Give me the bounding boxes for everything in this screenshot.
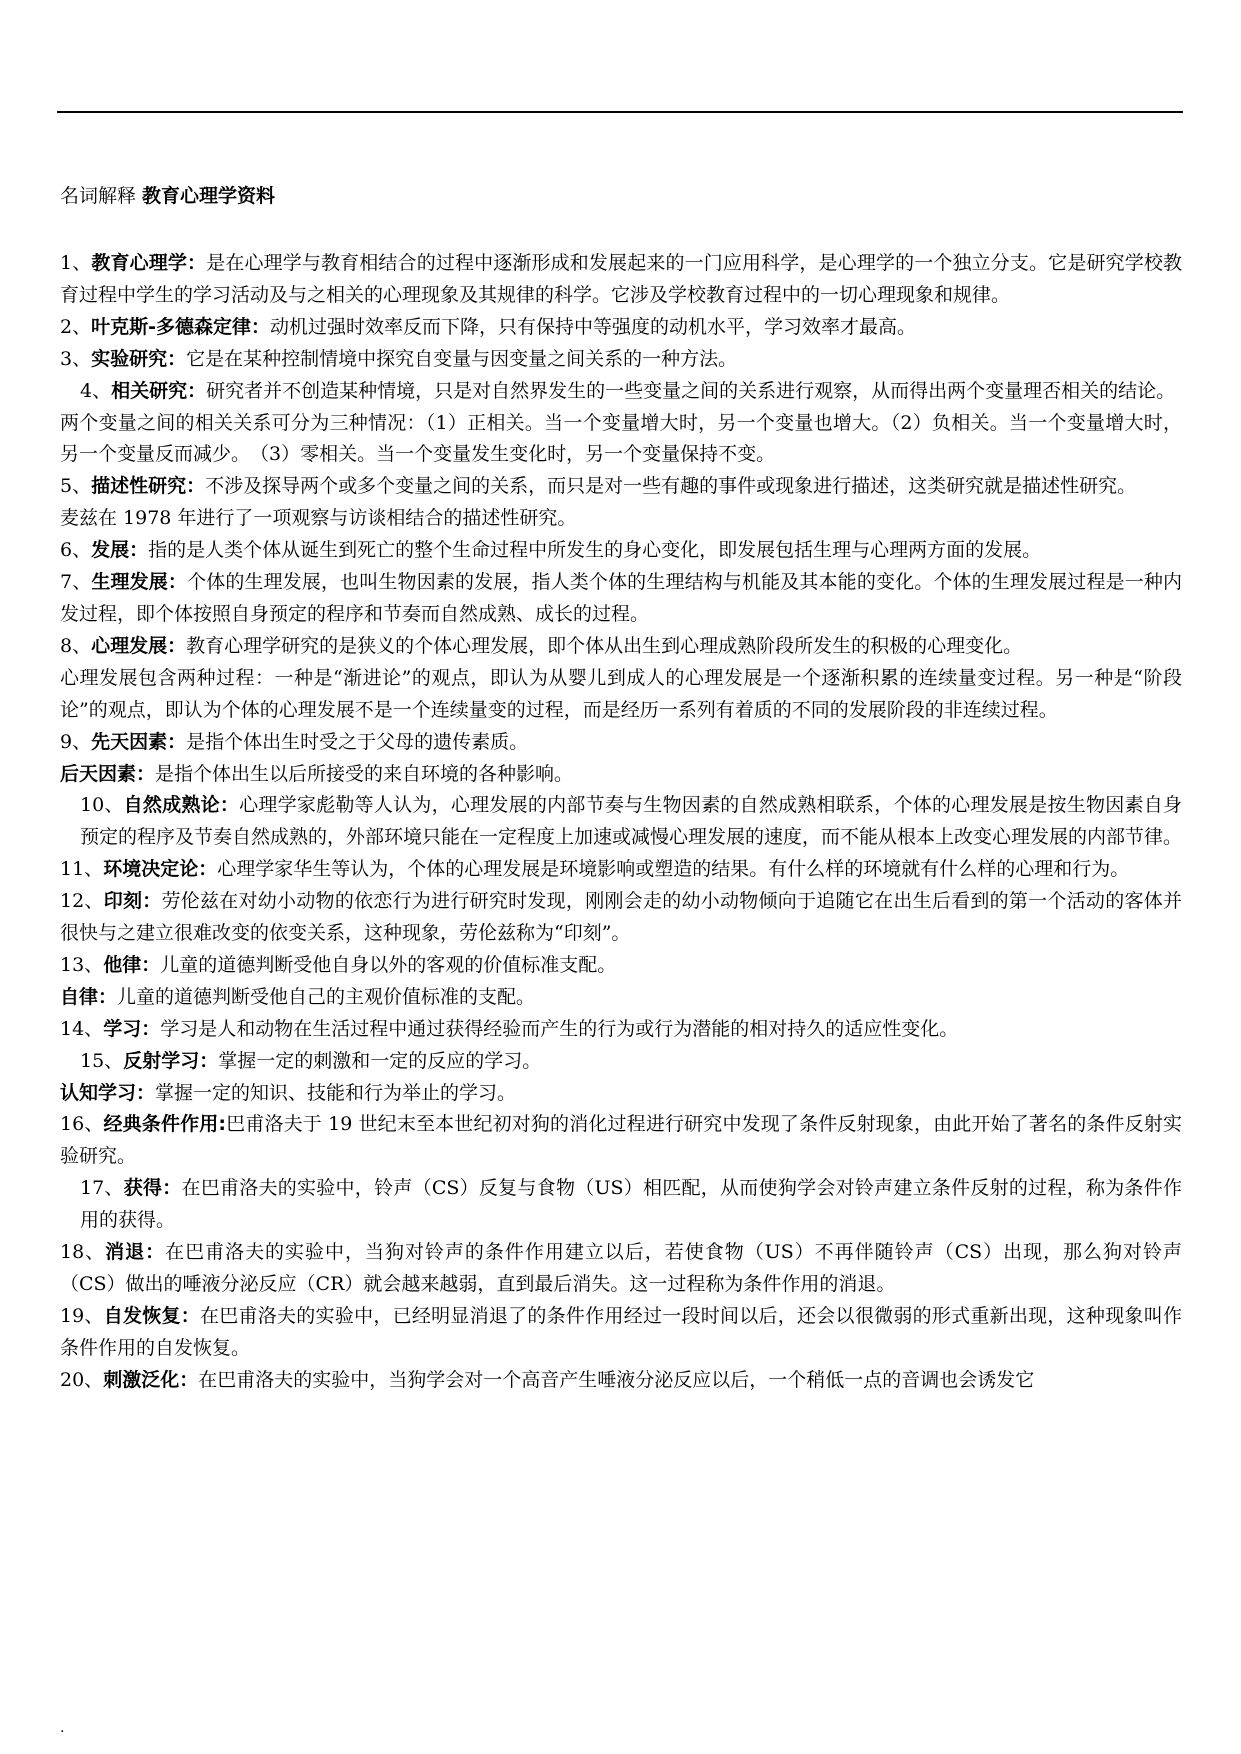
entry-term: 自律： bbox=[60, 985, 118, 1008]
entry-term: 经典条件作用: bbox=[103, 1113, 227, 1136]
glossary-entry bbox=[60, 663, 1182, 727]
glossary-entry bbox=[60, 759, 1182, 791]
glossary-entry bbox=[60, 312, 1182, 344]
entry-definition: 指的是人类个体从诞生到死亡的整个生命过程中所发生的身心变化，即发展包括生理与心理两方面的发展。 bbox=[148, 539, 1042, 562]
document-title bbox=[60, 182, 275, 210]
glossary-content bbox=[60, 248, 1182, 1397]
entry-definition: 教育心理学研究的是狭义的个体心理发展，即个体从出生到心理成熟阶段所发生的积极的心理变化。 bbox=[186, 634, 1023, 657]
entry-term: 发展： bbox=[91, 539, 149, 562]
glossary-entry bbox=[60, 1014, 1182, 1046]
glossary-entry bbox=[60, 727, 1182, 759]
entry-number: 7、 bbox=[60, 571, 92, 594]
entry-term: 后天因素： bbox=[60, 762, 156, 785]
entry-definition: 它是在某种控制情境中探究自变量与因变量之间关系的一种方法。 bbox=[186, 347, 738, 370]
entry-definition: 心理学家华生等认为，个体的心理发展是环境影响或塑造的结果。有什么样的环境就有什么样的心理和行为。 bbox=[217, 858, 1130, 881]
entry-term: 教育心理学： bbox=[91, 252, 207, 274]
entry-term: 获得： bbox=[123, 1177, 182, 1200]
glossary-entry bbox=[60, 471, 1182, 503]
entry-definition: 麦兹在 1978 年进行了一项观察与访谈相结合的描述性研究。 bbox=[60, 507, 577, 530]
entry-number: 14、 bbox=[60, 1017, 104, 1040]
entry-definition: 在巴甫洛夫的实验中，当狗学会对一个高音产生唾液分泌反应以后，一个稍低一点的音调也会诱发它 bbox=[198, 1368, 1035, 1391]
entry-term: 环境决定论： bbox=[103, 858, 218, 881]
entry-term: 先天因素： bbox=[91, 730, 187, 753]
entry-definition: 儿童的道德判断受他自己的主观价值标准的支配。 bbox=[117, 985, 536, 1008]
entry-number: 2、 bbox=[60, 315, 92, 338]
glossary-entry bbox=[60, 854, 1182, 886]
entry-number: 6、 bbox=[60, 539, 92, 562]
entry-term: 认知学习： bbox=[60, 1081, 156, 1104]
entry-number: 19、 bbox=[60, 1304, 104, 1327]
entry-definition: 劳伦兹在对幼小动物的依恋行为进行研究时发现，刚刚会走的幼小动物倾向于追随它在出生后看到的第一个活动的客体并很快与之建立很难改变的依变关系，这种现象，劳伦兹称为“印刻”。 bbox=[60, 890, 1182, 945]
entry-number: 18、 bbox=[60, 1241, 106, 1264]
glossary-entry bbox=[60, 1365, 1182, 1397]
glossary-entry bbox=[60, 248, 1182, 312]
glossary-entry bbox=[60, 1109, 1182, 1173]
entry-number: 9、 bbox=[60, 730, 92, 753]
glossary-entry bbox=[60, 982, 1182, 1014]
glossary-entry bbox=[60, 1078, 1182, 1110]
entry-term: 生理发展： bbox=[91, 571, 188, 594]
glossary-entry bbox=[60, 1046, 1182, 1078]
entry-definition: 研究者并不创造某种情境，只是对自然界发生的一些变量之间的关系进行观察，从而得出两个变量理否相关的结论。 bbox=[206, 379, 1176, 402]
entry-definition: 心理学家彪勒等人认为，心理发展的内部节奏与生物因素的自然成熟相联系，个体的心理发展是按生物因素自身预定的程序及节奏自然成熟的，外部环境只能在一定程度上加速或减慢心理发展的速度，而不能从根本上改变心理发展的内部节律。 bbox=[80, 794, 1183, 849]
entry-term: 印刻： bbox=[103, 890, 162, 913]
entry-number: 11、 bbox=[60, 858, 104, 881]
entry-definition: 在巴甫洛夫的实验中，铃声（CS）反复与食物（US）相匹配，从而使狗学会对铃声建立条件反射的过程，称为条件作用的获得。 bbox=[80, 1177, 1182, 1232]
entry-term: 他律： bbox=[103, 953, 161, 976]
entry-definition: 动机过强时效率反而下降，只有保持中等强度的动机水平，学习效率才最高。 bbox=[269, 315, 916, 338]
glossary-entry bbox=[60, 535, 1182, 567]
glossary-entry bbox=[60, 950, 1182, 982]
entry-definition: 心理发展包含两种过程：一种是“渐进论”的观点，即认为从婴儿到成人的心理发展是一个逐渐积累的连续量变过程。另一种是“阶段论”的观点，即认为个体的心理发展不是一个连续量变的过程，而是经历一系列有着质的不同的发展阶段的非连续过程。 bbox=[60, 666, 1182, 721]
entry-number: 3、 bbox=[60, 347, 92, 370]
entry-term: 相关研究： bbox=[111, 379, 207, 402]
glossary-entry bbox=[60, 1301, 1182, 1365]
entry-definition: 在巴甫洛夫的实验中，已经明显消退了的条件作用经过一段时间以后，还会以很微弱的形式重新出现，这种现象叫作条件作用的自发恢复。 bbox=[60, 1304, 1182, 1359]
entry-term: 实验研究： bbox=[91, 347, 187, 370]
entry-number: 12、 bbox=[60, 890, 104, 913]
entry-term: 叶克斯-多德森定律： bbox=[91, 315, 270, 338]
entry-definition: 儿童的道德判断受他自身以外的客观的价值标准支配。 bbox=[160, 953, 617, 976]
entry-term: 学习： bbox=[103, 1017, 161, 1040]
entry-definition: 是在心理学与教育相结合的过程中逐渐形成和发展起来的一门应用科学，是心理学的一个独立分支。它是研究学校教育过程中学生的学习活动及与之相关的心理现象及其规律的科学。它涉及学校教育过程中的一切心理现象和规律。 bbox=[60, 252, 1182, 306]
entry-term: 自发恢复： bbox=[103, 1304, 200, 1327]
entry-definition: 掌握一定的知识、技能和行为举止的学习。 bbox=[155, 1081, 517, 1104]
entry-definition: 巴甫洛夫于 19 世纪末至本世纪初对狗的消化过程进行研究中发现了条件反射现象，由此开始了著名的条件反射实验研究。 bbox=[60, 1113, 1182, 1168]
entry-term: 心理发展： bbox=[91, 634, 187, 657]
entry-number: 16、 bbox=[60, 1113, 104, 1136]
entry-number: 15、 bbox=[80, 1049, 124, 1072]
entry-number: 8、 bbox=[60, 634, 92, 657]
title-main: 教育心理学资料 bbox=[142, 185, 276, 207]
glossary-entry bbox=[60, 344, 1182, 376]
title-prefix: 名词解释 bbox=[60, 185, 143, 207]
entry-definition: 不涉及探导两个或多个变量之间的关系，而只是对一些有趣的事件或现象进行描述，这类研究就是描述性研究。 bbox=[205, 475, 1137, 498]
entry-definition: 个体的生理发展，也叫生物因素的发展，指人类个体的生理结构与机能及其本能的变化。个体的生理发展过程是一种内发过程，即个体按照自身预定的程序和节奏而自然成熟、成长的过程。 bbox=[60, 571, 1182, 625]
glossary-entry bbox=[60, 503, 1182, 535]
entry-definition: 学习是人和动物在生活过程中通过获得经验而产生的行为或行为潜能的相对持久的适应性变化。 bbox=[160, 1017, 959, 1040]
entry-term: 自然成熟论： bbox=[123, 794, 240, 817]
entry-number: 13、 bbox=[60, 953, 104, 976]
entry-number: 4、 bbox=[80, 379, 112, 402]
entry-definition: 掌握一定的刺激和一定的反应的学习。 bbox=[218, 1049, 542, 1072]
entry-term: 刺激泛化： bbox=[103, 1368, 199, 1391]
entry-number: 20、 bbox=[60, 1368, 104, 1391]
entry-definition: 两个变量之间的相关关系可分为三种情况：（1）正相关。当一个变量增大时，另一个变量也增大。（2）负相关。当一个变量增大时，另一个变量反而减少。 （3）零相关。当一个变量发生变化时，另一个变量保持不变。 bbox=[60, 411, 1182, 466]
entry-definition: 是指个体出生以后所接受的来自环境的各种影响。 bbox=[155, 762, 574, 785]
glossary-entry bbox=[60, 567, 1182, 631]
footer-mark: . bbox=[60, 1720, 65, 1736]
entry-definition: 是指个体出生时受之于父母的遗传素质。 bbox=[186, 730, 529, 753]
header-rule bbox=[57, 111, 1183, 113]
glossary-entry bbox=[60, 886, 1182, 950]
entry-term: 反射学习： bbox=[123, 1049, 219, 1072]
entry-number: 1、 bbox=[60, 252, 92, 274]
glossary-entry bbox=[60, 631, 1182, 663]
glossary-entry bbox=[60, 1237, 1182, 1301]
entry-definition: 在巴甫洛夫的实验中，当狗对铃声的条件作用建立以后，若使食物（US）不再伴随铃声（CS）出现，那么狗对铃声（CS）做出的唾液分泌反应（CR）就会越来越弱，直到最后消失。这一过程称为条件作用的消退。 bbox=[60, 1241, 1182, 1295]
glossary-entry bbox=[60, 408, 1182, 472]
entry-number: 10、 bbox=[80, 794, 124, 817]
entry-term: 描述性研究： bbox=[91, 475, 206, 498]
glossary-entry bbox=[60, 790, 1182, 854]
entry-number: 17、 bbox=[80, 1177, 124, 1200]
entry-number: 5、 bbox=[60, 475, 92, 498]
entry-term: 消退： bbox=[105, 1241, 166, 1264]
glossary-entry bbox=[60, 1173, 1182, 1237]
glossary-entry bbox=[60, 376, 1182, 408]
